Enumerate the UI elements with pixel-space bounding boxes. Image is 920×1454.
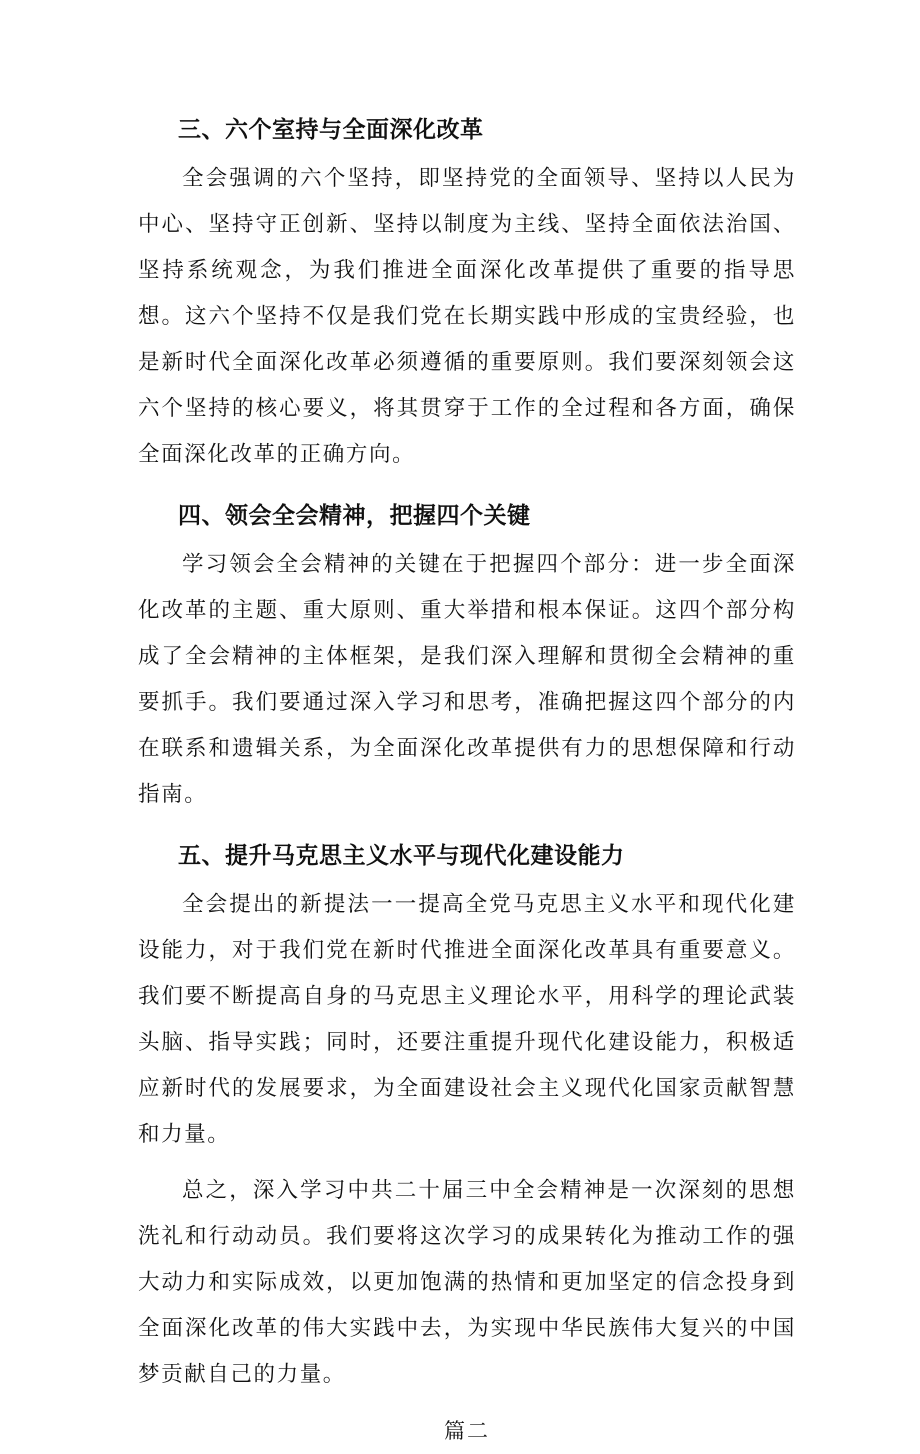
section-5-paragraph: 全会提出的新提法一一提高全党马克思主义水平和现代化建设能力，对于我们党在新时代推进全面深化改革具有重要意义。我们要不断提高自身的马克思主义理论水平，用科学的理论武装头脑、指导实践；同时，还要注重提升现代化建设能力，积极适应新时代的发展要求，为全面建设社会主义现代化国家贡献智慧和力量。 <box>138 892 796 1147</box>
section-3-paragraph: 全会强调的六个坚持，即坚持党的全面领导、坚持以人民为中心、坚持守正创新、坚持以制度为主线、坚持全面依法治国、坚持系统观念，为我们推进全面深化改革提供了重要的指导思想。这六个坚持不仅是我们党在长期实践中形成的宝贵经验，也是新时代全面深化改革必须遵循的重要原则。我们要深刻领会这六个坚持的核心要义，将其贯穿于工作的全过程和各方面，确保全面深化改革的正确方向。 <box>138 166 796 467</box>
document-body <box>138 104 796 1454</box>
section-5-heading: 五、提升马克思主义水平与现代化建设能力 <box>178 843 625 869</box>
section-4-heading: 四、领会全会精神，把握四个关键 <box>178 503 531 529</box>
section-3-heading: 三、六个室持与全面深化改革 <box>178 117 484 143</box>
section-4-paragraph: 学习领会全会精神的关键在于把握四个部分：进一步全面深化改革的主题、重大原则、重大举措和根本保证。这四个部分构成了全会精神的主体框架，是我们深入理解和贯彻全会精神的重要抓手。我们要通过深入学习和思考，准确把握这四个部分的内在联系和遗辑关系，为全面深化改革提供有力的思想保障和行动指南。 <box>138 552 796 807</box>
conclusion-paragraph: 总之，深入学习中共二十届三中全会精神是一次深刻的思想洗礼和行动动员。我们要将这次学习的成果转化为推动工作的强大动力和实际成效，以更加饱满的热情和更加坚定的信念投身到全面深化改革的伟大实践中去，为实现中华民族伟大复兴的中国梦贡献自己的力量。 <box>138 1178 796 1387</box>
part-two-label: 篇二 <box>444 1419 490 1443</box>
